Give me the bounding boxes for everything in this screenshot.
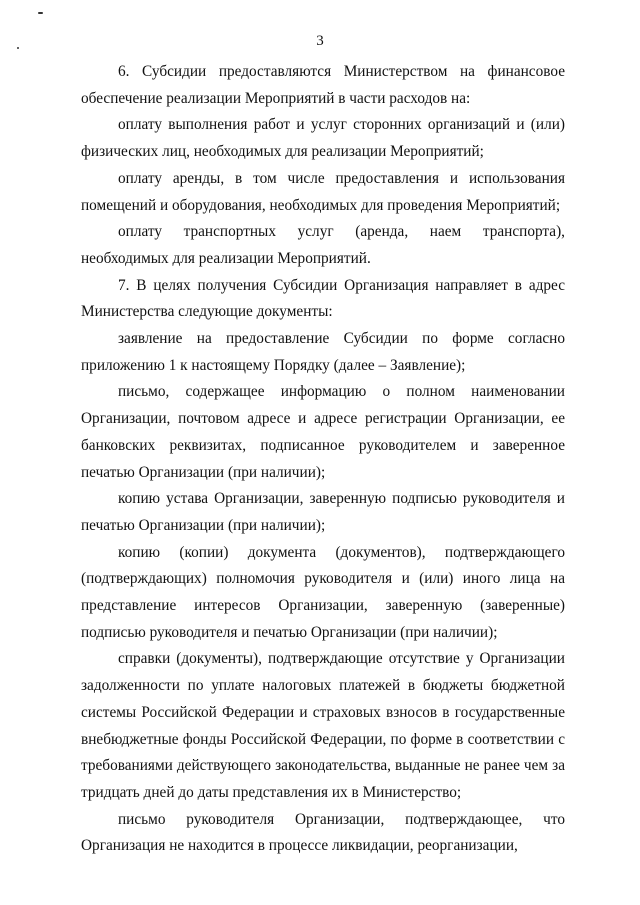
paragraph-item-6-transport: оплату транспортных услуг (аренда, наем транспорта), необходимых для реализации Мероприятий. [81, 223, 565, 267]
paragraph-charter-copy: копию устава Организации, заверенную подписью руководителя и печатью Организации (при наличии); [81, 490, 565, 534]
paragraph-item-6: 6. Субсидии предоставляются Министерством на финансовое обеспечение реализации Мероприятий в части расходов на: [81, 63, 565, 107]
document-body [81, 59, 565, 860]
paragraph-authority-copy: копию (копии) документа (документов), подтверждающего (подтверждающих) полномочия руководителя и (или) иного лица на представление интересов Организации, заверенную (заверенные) подписью руководителя и печатью Организации (при наличии); [81, 543, 565, 641]
paragraph-item-6-rent: оплату аренды, в том числе предоставления и использования помещений и оборудования, необходимых для проведения Мероприятий; [81, 169, 565, 214]
paragraph-tax-certificates: справки (документы), подтверждающие отсутствие у Организации задолженности по уплате налоговых платежей в бюджеты бюджетной системы Российской Федерации и страховых взносов в государственные внебюджетные фонды Российской Федерации, по форме в соответствии с требованиями действующего законодательства, выданные не ранее чем за тридцать дней до даты представления их в Министерство; [81, 650, 565, 801]
paragraph-letter-info: письмо, содержащее информацию о полном наименовании Организации, почтовом адресе и адресе регистрации Организации, ее банковских реквизитах, подписанное руководителем и заверенное печатью Организации (при наличии); [81, 383, 565, 481]
scan-speck [38, 12, 43, 14]
paragraph-head-letter: письмо руководителя Организации, подтверждающее, что Организация не находится в процессе ликвидации, реорганизации, [81, 810, 565, 855]
page-number: 3 [316, 33, 324, 49]
paragraph-item-7: 7. В целях получения Субсидии Организация направляет в адрес Министерства следующие документы: [81, 276, 565, 321]
paragraph-application: заявление на предоставление Субсидии по форме согласно приложению 1 к настоящему Порядку (далее – Заявление); [81, 330, 565, 374]
paragraph-item-6-work-services: оплату выполнения работ и услуг сторонних организаций и (или) физических лиц, необходимых для реализации Мероприятий; [81, 116, 565, 161]
